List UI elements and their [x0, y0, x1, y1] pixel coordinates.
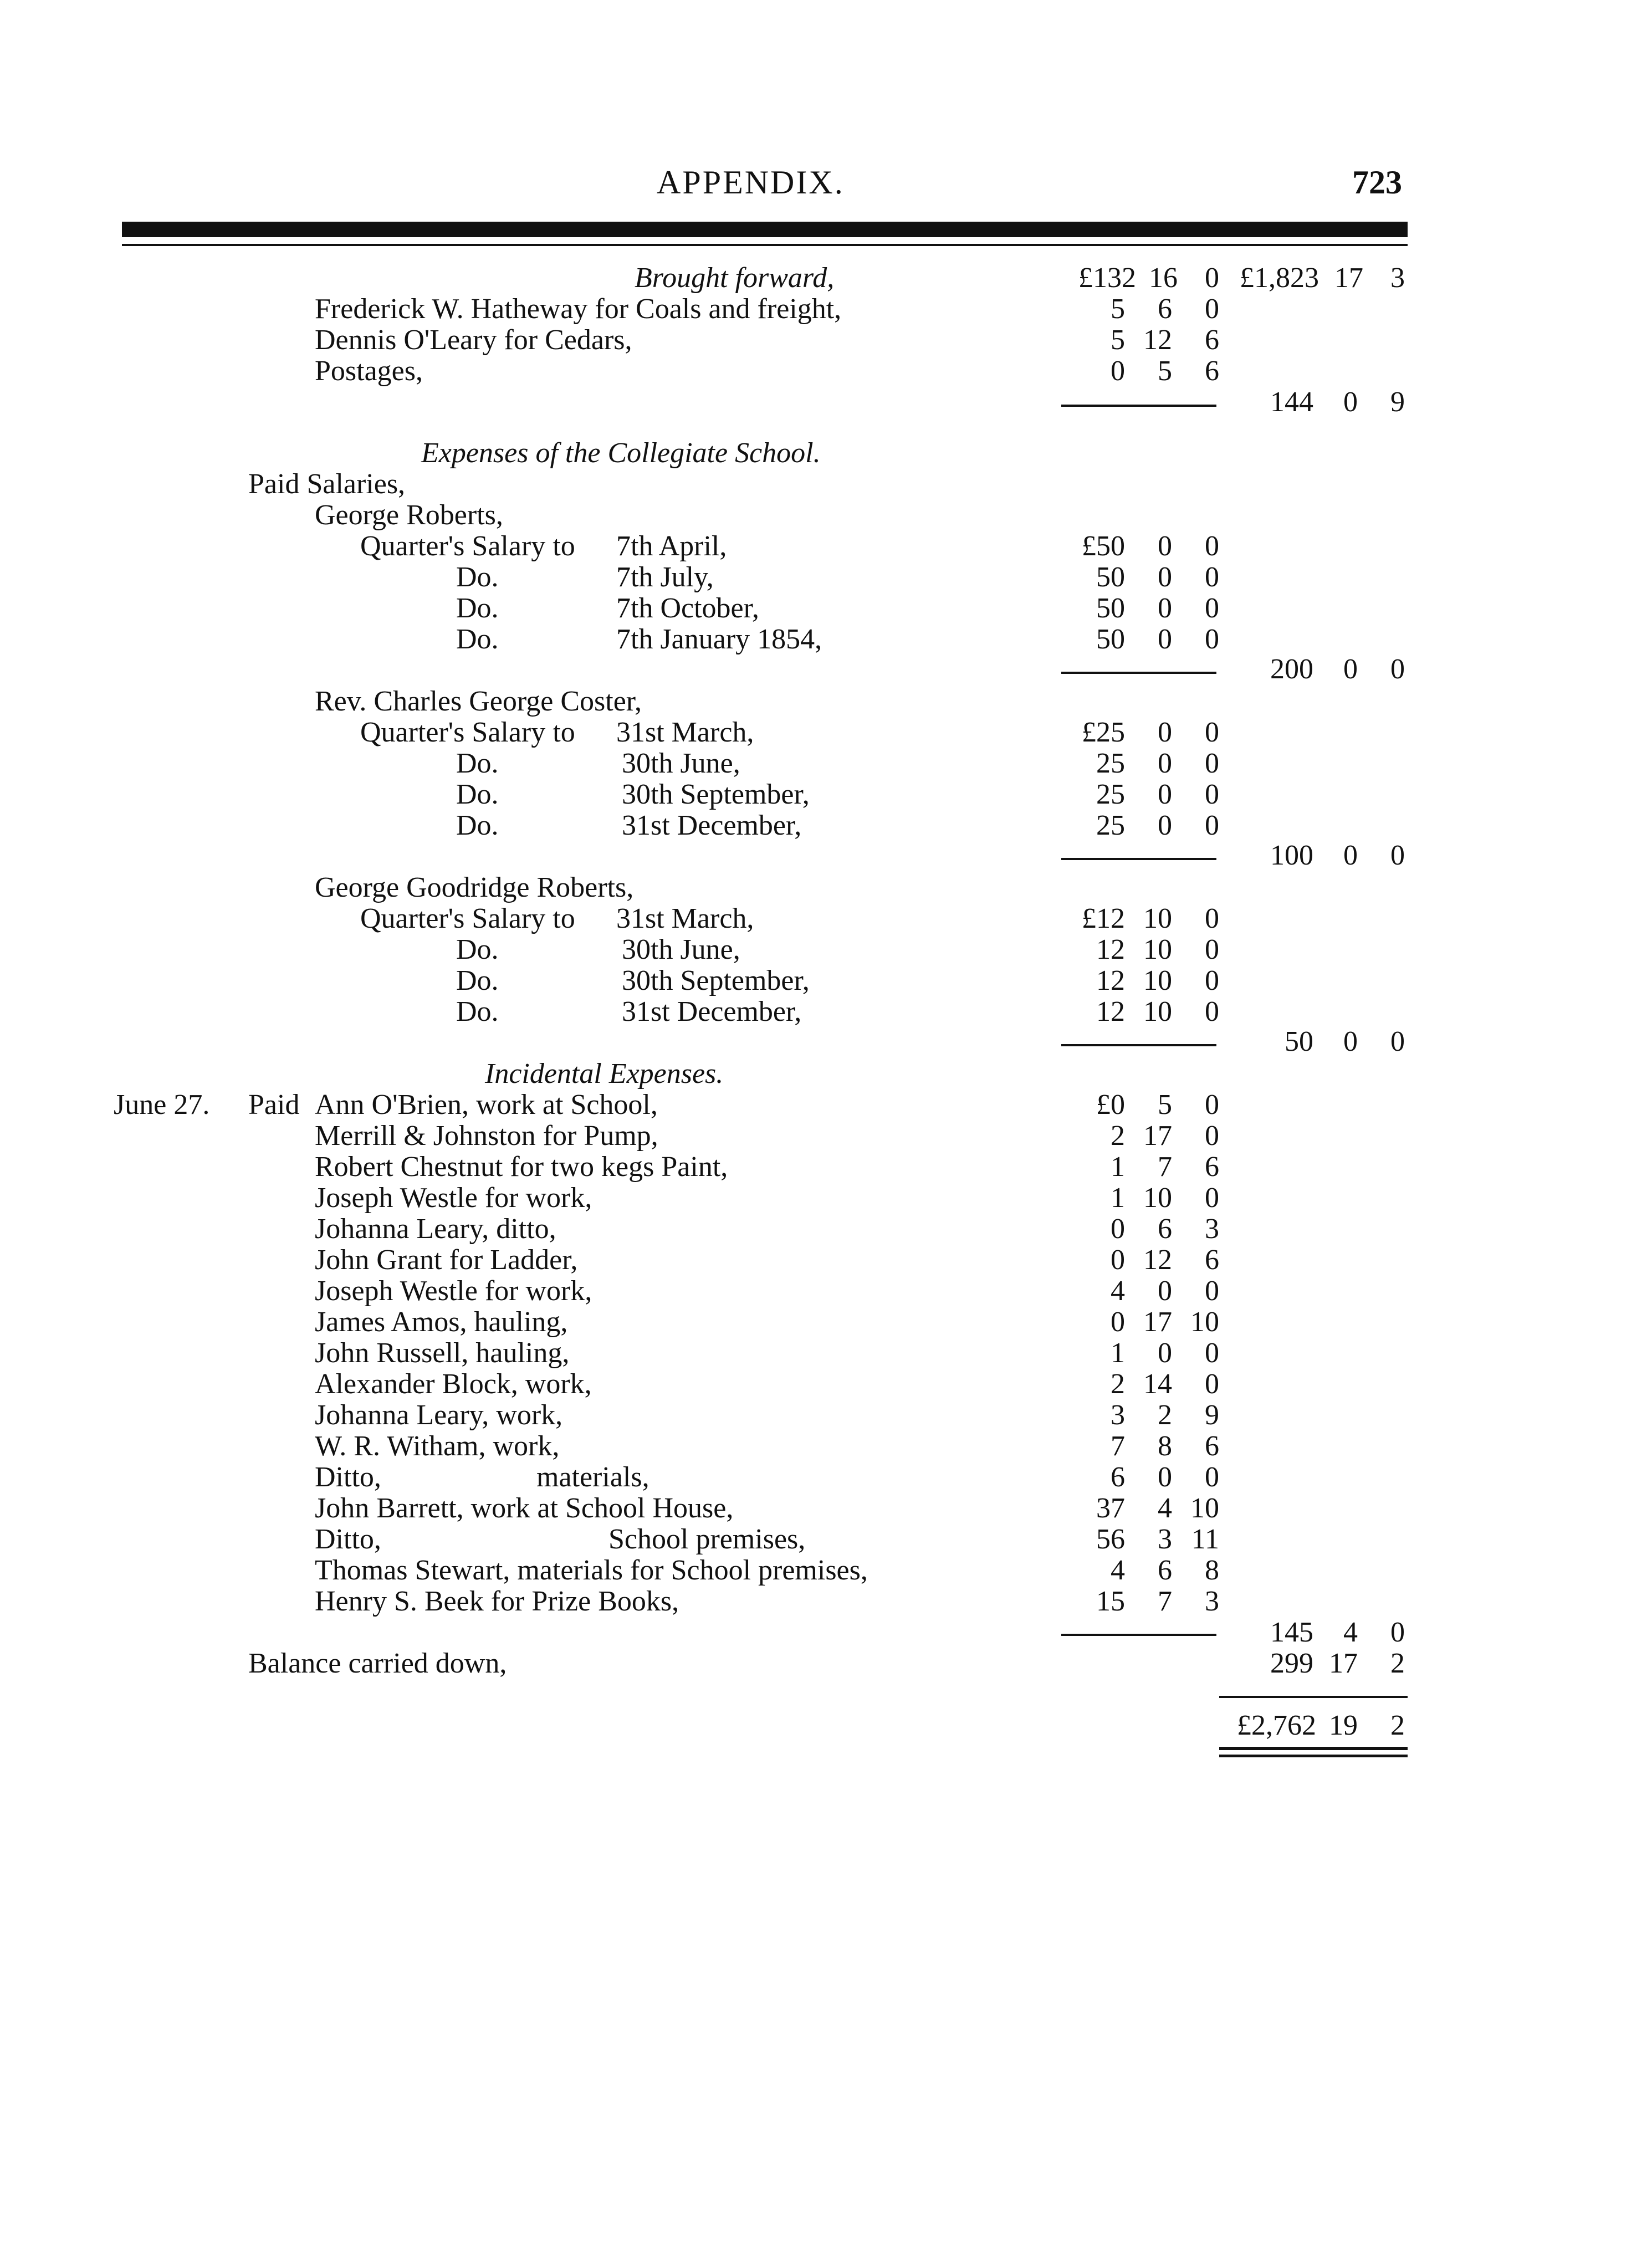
payee-name: George Goodridge Roberts,: [315, 872, 634, 903]
salary-row-prefix: Do.: [456, 965, 499, 996]
salary-row-prefix: Do.: [456, 996, 499, 1027]
paid-salaries-label: Paid Salaries,: [248, 468, 406, 500]
amount-pence: 0: [1205, 623, 1219, 655]
amount-shillings: 0: [1158, 717, 1172, 748]
amount-pence: 0: [1205, 996, 1219, 1027]
salary-row-date: 31st March,: [616, 717, 754, 748]
amount-pounds: 37: [1096, 1492, 1125, 1524]
total-shillings: 0: [1343, 1026, 1358, 1057]
payee-name: George Roberts,: [315, 499, 503, 531]
amount-shillings: 0: [1158, 810, 1172, 841]
grand-total-pence: 2: [1390, 1710, 1405, 1741]
entry-label: Robert Chestnut for two kegs Paint,: [315, 1151, 728, 1183]
total-pounds: 145: [1270, 1617, 1313, 1648]
amount-shillings: 0: [1158, 530, 1172, 562]
salary-row-prefix: Quarter's Salary to: [360, 717, 575, 748]
amount-pounds: 5: [1111, 324, 1125, 356]
amount-pounds: 1: [1111, 1337, 1125, 1369]
total-pounds: 200: [1270, 653, 1313, 685]
amount-shillings: 0: [1158, 623, 1172, 655]
subtotal-rule: [1061, 1044, 1216, 1046]
amount-pounds: 0: [1111, 1306, 1125, 1338]
amount-pounds: 25: [1096, 810, 1125, 841]
brought-forward-label: Brought forward,: [635, 262, 835, 294]
amount-pounds: £0: [1096, 1089, 1125, 1121]
amount-shillings: 17: [1143, 1120, 1172, 1152]
amount-shillings: 4: [1158, 1492, 1172, 1524]
salary-row-date: 31st March,: [616, 903, 754, 934]
entry-label: John Barrett, work at School House,: [315, 1492, 734, 1524]
amount-shillings: 14: [1143, 1368, 1172, 1400]
amount-pence: 0: [1205, 903, 1219, 934]
salary-row-prefix: Do.: [456, 934, 499, 965]
amount-shillings: 6: [1158, 1213, 1172, 1245]
salary-row-prefix: Quarter's Salary to: [360, 903, 575, 934]
total-pence: 0: [1390, 1617, 1405, 1648]
amount-shillings: 0: [1158, 779, 1172, 810]
total-rule: [1219, 1696, 1408, 1698]
entry-label: Johanna Leary, work,: [315, 1399, 563, 1431]
amount-pence: 0: [1205, 592, 1219, 624]
amount-shillings: 17: [1334, 262, 1363, 294]
amount-shillings: 10: [1143, 1182, 1172, 1214]
total-shillings: 0: [1343, 840, 1358, 871]
amount-shillings: 10: [1143, 903, 1172, 934]
amount-pounds: 25: [1096, 779, 1125, 810]
subtotal-rule: [1061, 672, 1216, 674]
amount-pence: 10: [1190, 1492, 1219, 1524]
amount-pence: 3: [1205, 1586, 1219, 1617]
amount-shillings: 5: [1158, 1089, 1172, 1121]
amount-pence: 0: [1205, 530, 1219, 562]
salary-row-date: 31st December,: [622, 810, 802, 841]
amount-shillings: 6: [1158, 1554, 1172, 1586]
amount-pounds: 6: [1111, 1461, 1125, 1493]
entry-label: Ditto,: [315, 1461, 381, 1493]
amount-pence: 11: [1191, 1523, 1219, 1555]
amount-pence: 0: [1205, 934, 1219, 965]
entry-label: James Amos, hauling,: [315, 1306, 568, 1338]
amount-pence: 0: [1205, 810, 1219, 841]
amount-pounds: 50: [1096, 561, 1125, 593]
entry-label: W. R. Witham, work,: [315, 1430, 560, 1462]
subtotal-rule: [1061, 405, 1216, 407]
amount-shillings: 10: [1143, 934, 1172, 965]
entry-label: Joseph Westle for work,: [315, 1275, 592, 1307]
entry-label: Ann O'Brien, work at School,: [315, 1089, 658, 1121]
entry-label: Dennis O'Leary for Cedars,: [315, 324, 632, 356]
amount-shillings: 2: [1158, 1399, 1172, 1431]
amount-pounds: 1: [1111, 1151, 1125, 1183]
amount-pence: 9: [1205, 1399, 1219, 1431]
amount-pence: 0: [1205, 1368, 1219, 1400]
balance-pounds: 299: [1270, 1648, 1313, 1679]
amount-pounds: 1: [1111, 1182, 1125, 1214]
balance-label: Balance carried down,: [248, 1648, 507, 1679]
amount-shillings: 0: [1158, 1275, 1172, 1307]
salary-row-date: 7th July,: [616, 561, 714, 593]
salary-row-date: 7th April,: [616, 530, 727, 562]
total-pence: 0: [1390, 1026, 1405, 1057]
amount-pounds: £50: [1082, 530, 1125, 562]
page-number: 723: [1352, 164, 1402, 201]
amount-shillings: 6: [1158, 293, 1172, 325]
amount-pounds: £12: [1082, 903, 1125, 934]
amount-shillings: 3: [1158, 1523, 1172, 1555]
balance-pence: 2: [1390, 1648, 1405, 1679]
salary-row-date: 30th June,: [622, 934, 740, 965]
entry-label: Ditto,: [315, 1523, 381, 1555]
entry-date: June 27.: [114, 1089, 210, 1121]
salary-row-date: 7th January 1854,: [616, 623, 822, 655]
amount-shillings: 7: [1158, 1151, 1172, 1183]
amount-pounds: 4: [1111, 1275, 1125, 1307]
amount-pence: 0: [1205, 1461, 1219, 1493]
total-shillings: 0: [1343, 653, 1358, 685]
amount-pounds: 56: [1096, 1523, 1125, 1555]
double-rule-top: [1219, 1747, 1408, 1750]
amount-pounds: 12: [1096, 934, 1125, 965]
amount-shillings: 0: [1158, 1337, 1172, 1369]
amount-pence: 0: [1205, 748, 1219, 779]
amount-pence: 3: [1205, 1213, 1219, 1245]
amount-pounds: 0: [1111, 355, 1125, 387]
amount-pence: 6: [1205, 1430, 1219, 1462]
amount-pounds: 12: [1096, 996, 1125, 1027]
amount-shillings: 12: [1143, 324, 1172, 356]
amount-pounds: £1,823: [1240, 262, 1319, 294]
entry-label-secondary: materials,: [536, 1461, 649, 1493]
amount-pence: 0: [1205, 779, 1219, 810]
amount-pounds: 3: [1111, 1399, 1125, 1431]
amount-pounds: £132: [1078, 262, 1136, 294]
amount-pence: 0: [1205, 1337, 1219, 1369]
amount-pence: 0: [1205, 561, 1219, 593]
total-pounds: 144: [1270, 386, 1313, 418]
amount-pence: 0: [1205, 1120, 1219, 1152]
entry-label: John Russell, hauling,: [315, 1337, 570, 1369]
total-pence: 0: [1390, 653, 1405, 685]
entry-label: Merrill & Johnston for Pump,: [315, 1120, 658, 1152]
amount-pence: 0: [1205, 1089, 1219, 1121]
amount-pence: 0: [1205, 262, 1219, 294]
amount-pounds: 5: [1111, 293, 1125, 325]
salary-row-prefix: Do.: [456, 748, 499, 779]
entry-label: Henry S. Beek for Prize Books,: [315, 1586, 679, 1617]
entry-label: Thomas Stewart, materials for School premises,: [315, 1554, 868, 1586]
section-heading: Expenses of the Collegiate School.: [421, 437, 821, 469]
header-rule-thin: [122, 244, 1408, 246]
salary-row-date: 30th September,: [622, 965, 810, 996]
grand-total-shillings: 19: [1329, 1710, 1358, 1741]
entry-label-secondary: School premises,: [608, 1523, 806, 1555]
entry-label: Johanna Leary, ditto,: [315, 1213, 556, 1245]
page-title: APPENDIX.: [657, 164, 845, 201]
amount-pounds: 50: [1096, 592, 1125, 624]
amount-pence: 0: [1205, 717, 1219, 748]
section-heading: Incidental Expenses.: [485, 1058, 724, 1090]
amount-shillings: 12: [1143, 1244, 1172, 1276]
amount-pounds: 4: [1111, 1554, 1125, 1586]
salary-row-prefix: Do.: [456, 592, 499, 624]
total-shillings: 4: [1343, 1617, 1358, 1648]
amount-pence: 6: [1205, 324, 1219, 356]
subtotal-rule: [1061, 1634, 1216, 1636]
salary-row-date: 30th September,: [622, 779, 810, 810]
entry-label: Frederick W. Hatheway for Coals and freight,: [315, 293, 842, 325]
payee-name: Rev. Charles George Coster,: [315, 686, 642, 717]
salary-row-prefix: Quarter's Salary to: [360, 530, 575, 562]
amount-pence: 0: [1205, 1275, 1219, 1307]
amount-pounds: 0: [1111, 1213, 1125, 1245]
amount-shillings: 0: [1158, 748, 1172, 779]
total-pounds: 50: [1285, 1026, 1313, 1057]
salary-row-prefix: Do.: [456, 623, 499, 655]
entry-label: Postages,: [315, 355, 423, 387]
amount-pence: 0: [1205, 293, 1219, 325]
total-pence: 9: [1390, 386, 1405, 418]
total-shillings: 0: [1343, 386, 1358, 418]
amount-pounds: 15: [1096, 1586, 1125, 1617]
amount-shillings: 0: [1158, 592, 1172, 624]
amount-pounds: 7: [1111, 1430, 1125, 1462]
total-pounds: 100: [1270, 840, 1313, 871]
amount-shillings: 17: [1143, 1306, 1172, 1338]
amount-pence: 6: [1205, 1151, 1219, 1183]
entry-label: John Grant for Ladder,: [315, 1244, 578, 1276]
amount-pence: 6: [1205, 1244, 1219, 1276]
amount-shillings: 0: [1158, 1461, 1172, 1493]
amount-pounds: 2: [1111, 1368, 1125, 1400]
amount-pence: 0: [1205, 965, 1219, 996]
amount-pounds: 2: [1111, 1120, 1125, 1152]
salary-row-date: 31st December,: [622, 996, 802, 1027]
amount-pence: 10: [1190, 1306, 1219, 1338]
amount-pounds: 0: [1111, 1244, 1125, 1276]
amount-shillings: 0: [1158, 561, 1172, 593]
balance-shillings: 17: [1329, 1648, 1358, 1679]
total-pence: 0: [1390, 840, 1405, 871]
amount-shillings: 5: [1158, 355, 1172, 387]
grand-total-pounds: £2,762: [1237, 1710, 1316, 1741]
subtotal-rule: [1061, 858, 1216, 860]
salary-row-prefix: Do.: [456, 779, 499, 810]
amount-pence: 3: [1390, 262, 1405, 294]
amount-pence: 6: [1205, 355, 1219, 387]
amount-pounds: £25: [1082, 717, 1125, 748]
entry-label: Alexander Block, work,: [315, 1368, 592, 1400]
double-rule-bottom: [1219, 1755, 1408, 1757]
amount-shillings: 7: [1158, 1586, 1172, 1617]
salary-row-date: 7th October,: [616, 592, 759, 624]
salary-row-prefix: Do.: [456, 561, 499, 593]
amount-shillings: 16: [1149, 262, 1178, 294]
salary-row-date: 30th June,: [622, 748, 740, 779]
paid-prefix: Paid: [248, 1089, 300, 1121]
amount-shillings: 8: [1158, 1430, 1172, 1462]
amount-shillings: 10: [1143, 996, 1172, 1027]
amount-pounds: 50: [1096, 623, 1125, 655]
entry-label: Joseph Westle for work,: [315, 1182, 592, 1214]
salary-row-prefix: Do.: [456, 810, 499, 841]
amount-pence: 8: [1205, 1554, 1219, 1586]
amount-pounds: 25: [1096, 748, 1125, 779]
amount-pounds: 12: [1096, 965, 1125, 996]
amount-shillings: 10: [1143, 965, 1172, 996]
amount-pence: 0: [1205, 1182, 1219, 1214]
header-rule-thick: [122, 222, 1408, 237]
